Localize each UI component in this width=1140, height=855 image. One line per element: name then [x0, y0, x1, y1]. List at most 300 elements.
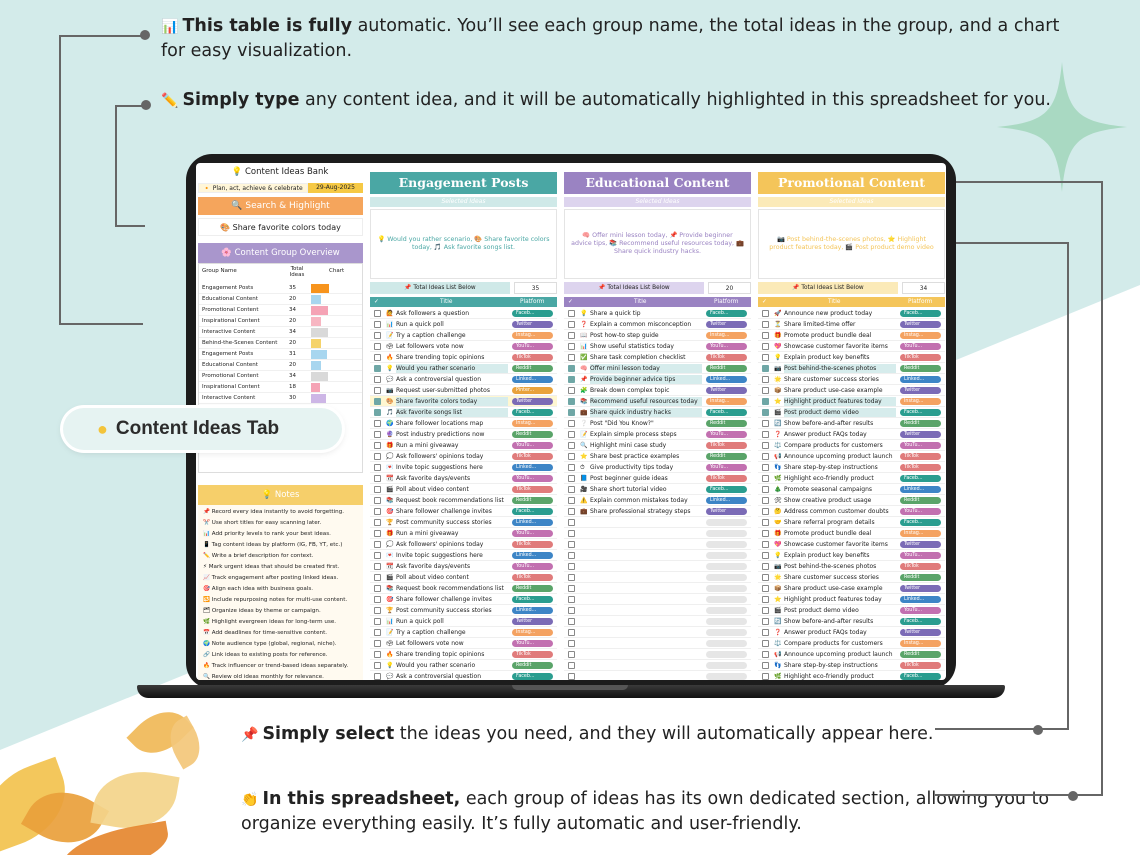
- idea-title[interactable]: Run a mini giveaway: [396, 530, 459, 537]
- idea-title[interactable]: Post "Did You Know?": [590, 420, 654, 427]
- platform-pill[interactable]: Twitter: [900, 321, 941, 328]
- platform-pill[interactable]: Twitter: [900, 629, 941, 636]
- platform-pill[interactable]: Instag...: [706, 398, 747, 405]
- idea-checkbox[interactable]: [762, 596, 769, 603]
- platform-pill[interactable]: Linked...: [512, 607, 553, 614]
- idea-title[interactable]: Invite topic suggestions here: [396, 464, 483, 471]
- platform-pill-empty[interactable]: [706, 530, 747, 537]
- platform-pill[interactable]: Pinter...: [512, 387, 553, 394]
- idea-checkbox[interactable]: [568, 530, 575, 537]
- platform-pill[interactable]: Reddit: [512, 497, 553, 504]
- idea-checkbox[interactable]: [568, 409, 575, 416]
- platform-pill[interactable]: TikTok: [900, 563, 941, 570]
- platform-pill[interactable]: TikTok: [900, 662, 941, 669]
- platform-pill[interactable]: YouTu...: [512, 640, 553, 647]
- idea-title[interactable]: Highlight eco-friendly product: [784, 673, 874, 680]
- idea-checkbox[interactable]: [374, 376, 381, 383]
- idea-checkbox[interactable]: [568, 607, 575, 614]
- platform-pill-empty[interactable]: [706, 585, 747, 592]
- idea-title[interactable]: Post community success stories: [396, 607, 492, 614]
- idea-checkbox[interactable]: [568, 398, 575, 405]
- idea-title[interactable]: Show useful statistics today: [590, 343, 674, 350]
- idea-checkbox[interactable]: [762, 497, 769, 504]
- idea-title[interactable]: Request user-submitted photos: [396, 387, 490, 394]
- idea-checkbox[interactable]: [568, 343, 575, 350]
- idea-checkbox[interactable]: [568, 629, 575, 636]
- idea-title[interactable]: Request book recommendations list: [396, 585, 504, 592]
- idea-checkbox[interactable]: [374, 618, 381, 625]
- idea-title[interactable]: Share product use-case example: [784, 585, 883, 592]
- idea-checkbox[interactable]: [762, 651, 769, 658]
- platform-pill[interactable]: TikTok: [512, 486, 553, 493]
- idea-checkbox[interactable]: [568, 596, 575, 603]
- idea-title[interactable]: Showcase customer favorite items: [784, 343, 888, 350]
- idea-checkbox[interactable]: [374, 442, 381, 449]
- platform-pill[interactable]: Twitter: [900, 387, 941, 394]
- idea-title[interactable]: Share customer success stories: [784, 574, 879, 581]
- idea-checkbox[interactable]: [374, 607, 381, 614]
- idea-title[interactable]: Post beginner guide ideas: [590, 475, 668, 482]
- idea-checkbox[interactable]: [568, 442, 575, 449]
- idea-checkbox[interactable]: [374, 321, 381, 328]
- idea-title[interactable]: Announce upcoming product launch: [784, 453, 893, 460]
- idea-checkbox[interactable]: [568, 563, 575, 570]
- idea-title[interactable]: Post behind-the-scenes photos: [784, 364, 896, 373]
- platform-pill[interactable]: Faceb...: [512, 310, 553, 317]
- platform-pill[interactable]: Faceb...: [706, 310, 747, 317]
- idea-checkbox[interactable]: [374, 541, 381, 548]
- table-row: [370, 396, 557, 407]
- idea-checkbox[interactable]: [374, 420, 381, 427]
- idea-title[interactable]: Ask followers' opinions today: [396, 453, 484, 460]
- idea-title[interactable]: Post product demo video: [784, 607, 859, 614]
- idea-checkbox[interactable]: [568, 420, 575, 427]
- idea-title[interactable]: Showcase customer favorite items: [784, 541, 888, 548]
- idea-title[interactable]: Give productivity tips today: [590, 464, 674, 471]
- idea-title[interactable]: Ask followers' opinions today: [396, 541, 484, 548]
- idea-checkbox[interactable]: [762, 486, 769, 493]
- idea-title[interactable]: Share professional strategy steps: [590, 508, 691, 515]
- idea-checkbox[interactable]: [568, 651, 575, 658]
- idea-title[interactable]: Share trending topic opinions: [396, 651, 485, 658]
- idea-checkbox[interactable]: [762, 376, 769, 383]
- search-input[interactable]: 🎨 Share favorite colors today: [198, 218, 363, 236]
- idea-checkbox[interactable]: [762, 387, 769, 394]
- platform-pill[interactable]: Linked...: [900, 486, 941, 493]
- platform-pill[interactable]: Reddit: [900, 420, 941, 427]
- idea-checkbox[interactable]: [762, 464, 769, 471]
- platform-pill[interactable]: Linked...: [512, 464, 553, 471]
- idea-title[interactable]: Share limited-time offer: [784, 321, 856, 328]
- idea-title[interactable]: Promote seasonal campaigns: [784, 486, 873, 493]
- platform-pill[interactable]: TikTok: [512, 651, 553, 658]
- platform-pill[interactable]: Reddit: [706, 365, 747, 372]
- platform-pill-empty[interactable]: [706, 629, 747, 636]
- platform-pill-empty[interactable]: [706, 651, 747, 658]
- idea-title[interactable]: Explain common mistakes today: [590, 497, 688, 504]
- idea-title[interactable]: Address common customer doubts: [784, 508, 889, 515]
- platform-pill[interactable]: Twitter: [900, 585, 941, 592]
- platform-pill-empty[interactable]: [706, 552, 747, 559]
- idea-title[interactable]: Invite topic suggestions here: [396, 552, 483, 559]
- platform-pill[interactable]: Faceb...: [512, 596, 553, 603]
- idea-checkbox[interactable]: [762, 607, 769, 614]
- platform-pill[interactable]: TikTok: [512, 541, 553, 548]
- platform-pill[interactable]: Reddit: [512, 365, 553, 372]
- idea-checkbox[interactable]: [762, 585, 769, 592]
- note-item: 🌍 Note audience type (global, regional, niche).: [203, 641, 337, 647]
- platform-pill[interactable]: Twitter: [512, 618, 553, 625]
- platform-pill[interactable]: Twitter: [900, 431, 941, 438]
- idea-title[interactable]: Would you rather scenario: [396, 364, 508, 373]
- idea-title[interactable]: Share short tutorial video: [590, 486, 667, 493]
- idea-title[interactable]: Share follower locations map: [396, 420, 484, 427]
- idea-checkbox[interactable]: [374, 530, 381, 537]
- platform-pill[interactable]: YouTu...: [706, 464, 747, 471]
- idea-checkbox[interactable]: [568, 585, 575, 592]
- platform-pill[interactable]: Reddit: [706, 453, 747, 460]
- idea-title[interactable]: Run a quick poll: [396, 321, 444, 328]
- idea-title[interactable]: Share step-by-step instructions: [784, 662, 878, 669]
- platform-pill[interactable]: Instag...: [706, 332, 747, 339]
- idea-checkbox[interactable]: [568, 552, 575, 559]
- platform-pill[interactable]: Faceb...: [900, 310, 941, 317]
- idea-title[interactable]: Promote product bundle deal: [784, 332, 872, 339]
- idea-checkbox[interactable]: [762, 673, 769, 680]
- idea-title[interactable]: Try a caption challenge: [396, 629, 466, 636]
- platform-pill[interactable]: Faceb...: [706, 486, 747, 493]
- idea-title[interactable]: Run a mini giveaway: [396, 442, 459, 449]
- idea-checkbox[interactable]: [762, 431, 769, 438]
- idea-checkbox[interactable]: [762, 508, 769, 515]
- idea-title[interactable]: Explain a common misconception: [590, 321, 692, 328]
- platform-pill[interactable]: TikTok: [706, 475, 747, 482]
- idea-emoji-icon: 👣: [774, 464, 782, 471]
- platform-pill[interactable]: TikTok: [900, 464, 941, 471]
- platform-pill[interactable]: Instag...: [512, 420, 553, 427]
- idea-checkbox[interactable]: [568, 332, 575, 339]
- platform-pill[interactable]: Twitter: [706, 508, 747, 515]
- platform-pill[interactable]: Faceb...: [512, 673, 553, 680]
- platform-pill[interactable]: TikTok: [900, 453, 941, 460]
- idea-title[interactable]: Share product use-case example: [784, 387, 883, 394]
- platform-pill-empty[interactable]: [706, 618, 747, 625]
- idea-title[interactable]: Ask favorite songs list: [396, 408, 508, 417]
- idea-checkbox[interactable]: [374, 585, 381, 592]
- idea-title[interactable]: Share a quick tip: [590, 310, 641, 317]
- platform-pill[interactable]: Reddit: [706, 420, 747, 427]
- platform-pill[interactable]: Linked...: [706, 497, 747, 504]
- idea-checkbox[interactable]: [762, 354, 769, 361]
- platform-pill[interactable]: Reddit: [512, 662, 553, 669]
- idea-checkbox[interactable]: [374, 343, 381, 350]
- idea-checkbox[interactable]: [568, 365, 575, 372]
- idea-checkbox[interactable]: [568, 310, 575, 317]
- platform-pill[interactable]: Instag...: [512, 332, 553, 339]
- idea-title[interactable]: Show creative product usage: [784, 497, 872, 504]
- platform-pill[interactable]: YouTu...: [512, 563, 553, 570]
- platform-pill[interactable]: Instag...: [900, 640, 941, 647]
- platform-pill[interactable]: YouTu...: [512, 343, 553, 350]
- idea-checkbox[interactable]: [568, 673, 575, 680]
- idea-checkbox[interactable]: [762, 519, 769, 526]
- idea-title[interactable]: Share favorite colors today: [396, 397, 508, 406]
- idea-title[interactable]: Share trending topic opinions: [396, 354, 485, 361]
- idea-checkbox[interactable]: [374, 596, 381, 603]
- idea-checkbox[interactable]: [568, 431, 575, 438]
- idea-title[interactable]: Compare products for customers: [784, 442, 883, 449]
- idea-checkbox[interactable]: [568, 574, 575, 581]
- idea-checkbox[interactable]: [568, 321, 575, 328]
- idea-checkbox[interactable]: [374, 497, 381, 504]
- platform-pill[interactable]: YouTu...: [900, 442, 941, 449]
- idea-checkbox[interactable]: [374, 486, 381, 493]
- date-cell[interactable]: 29-Aug-2025: [308, 183, 363, 193]
- idea-title[interactable]: Post community success stories: [396, 519, 492, 526]
- idea-checkbox[interactable]: [374, 310, 381, 317]
- idea-checkbox[interactable]: [762, 321, 769, 328]
- platform-pill[interactable]: Faceb...: [512, 409, 553, 416]
- idea-title[interactable]: Ask favorite days/events: [396, 563, 471, 570]
- platform-pill[interactable]: YouTu...: [706, 431, 747, 438]
- platform-pill[interactable]: Linked...: [512, 376, 553, 383]
- platform-pill[interactable]: Twitter: [900, 541, 941, 548]
- idea-title[interactable]: Highlight product features today: [784, 596, 882, 603]
- idea-title[interactable]: Highlight mini case study: [590, 442, 667, 449]
- platform-pill[interactable]: Faceb...: [900, 475, 941, 482]
- idea-title[interactable]: Post industry predictions now: [396, 431, 485, 438]
- platform-pill-empty[interactable]: [706, 563, 747, 570]
- idea-checkbox[interactable]: [374, 673, 381, 680]
- idea-checkbox[interactable]: [374, 354, 381, 361]
- idea-checkbox[interactable]: [374, 552, 381, 559]
- idea-checkbox[interactable]: [374, 464, 381, 471]
- idea-title[interactable]: Break down complex topic: [590, 387, 670, 394]
- platform-pill[interactable]: Instag...: [900, 332, 941, 339]
- idea-title[interactable]: Poll about video content: [396, 486, 469, 493]
- idea-checkbox[interactable]: [374, 640, 381, 647]
- platform-pill[interactable]: Reddit: [900, 365, 941, 372]
- idea-checkbox[interactable]: [374, 398, 381, 405]
- idea-checkbox[interactable]: [374, 519, 381, 526]
- idea-checkbox[interactable]: [568, 541, 575, 548]
- idea-checkbox[interactable]: [762, 662, 769, 669]
- idea-checkbox[interactable]: [762, 530, 769, 537]
- platform-pill-empty[interactable]: [706, 574, 747, 581]
- idea-checkbox[interactable]: [762, 563, 769, 570]
- idea-checkbox[interactable]: [568, 486, 575, 493]
- idea-checkbox[interactable]: [568, 453, 575, 460]
- overview-total: 34: [289, 329, 296, 335]
- platform-pill[interactable]: YouTu...: [900, 508, 941, 515]
- idea-checkbox[interactable]: [568, 376, 575, 383]
- platform-pill[interactable]: Faceb...: [512, 508, 553, 515]
- idea-checkbox[interactable]: [374, 332, 381, 339]
- platform-pill[interactable]: YouTu...: [706, 343, 747, 350]
- idea-checkbox[interactable]: [762, 365, 769, 372]
- idea-title[interactable]: Share quick industry hacks: [590, 408, 702, 417]
- table-row: [758, 418, 945, 429]
- platform-pill[interactable]: Linked...: [512, 552, 553, 559]
- idea-checkbox[interactable]: [762, 398, 769, 405]
- idea-title[interactable]: Answer product FAQs today: [784, 431, 867, 438]
- idea-title[interactable]: Share task completion checklist: [590, 354, 686, 361]
- idea-checkbox[interactable]: [762, 541, 769, 548]
- idea-checkbox[interactable]: [374, 475, 381, 482]
- platform-pill[interactable]: Twitter: [512, 321, 553, 328]
- idea-checkbox[interactable]: [762, 640, 769, 647]
- idea-checkbox[interactable]: [568, 497, 575, 504]
- idea-title[interactable]: Recommend useful resources today: [590, 397, 702, 406]
- platform-pill[interactable]: Linked...: [512, 519, 553, 526]
- platform-pill[interactable]: Linked...: [706, 376, 747, 383]
- platform-pill[interactable]: Faceb...: [706, 409, 747, 416]
- platform-pill-empty[interactable]: [706, 673, 747, 680]
- platform-pill[interactable]: Twitter: [512, 398, 553, 405]
- platform-pill[interactable]: Twitter: [706, 387, 747, 394]
- platform-pill[interactable]: Reddit: [512, 431, 553, 438]
- platform-pill[interactable]: YouTu...: [512, 442, 553, 449]
- idea-title[interactable]: Ask a controversial question: [396, 376, 482, 383]
- platform-pill[interactable]: TikTok: [706, 354, 747, 361]
- platform-pill-empty[interactable]: [706, 519, 747, 526]
- idea-title[interactable]: Compare products for customers: [784, 640, 883, 647]
- idea-checkbox[interactable]: [374, 651, 381, 658]
- platform-pill-empty[interactable]: [706, 541, 747, 548]
- idea-title[interactable]: Offer mini lesson today: [590, 364, 702, 373]
- platform-pill[interactable]: YouTu...: [900, 607, 941, 614]
- platform-pill[interactable]: Reddit: [512, 585, 553, 592]
- platform-pill[interactable]: Faceb...: [900, 409, 941, 416]
- idea-checkbox[interactable]: [568, 662, 575, 669]
- platform-pill[interactable]: TikTok: [512, 574, 553, 581]
- idea-checkbox[interactable]: [568, 640, 575, 647]
- idea-title[interactable]: Request book recommendations list: [396, 497, 504, 504]
- idea-title[interactable]: Highlight eco-friendly product: [784, 475, 874, 482]
- idea-checkbox[interactable]: [568, 618, 575, 625]
- platform-pill[interactable]: Instag...: [900, 530, 941, 537]
- idea-title[interactable]: Post behind-the-scenes photos: [784, 563, 877, 570]
- idea-checkbox[interactable]: [762, 475, 769, 482]
- idea-title[interactable]: Share follower challenge invites: [396, 508, 492, 515]
- idea-checkbox[interactable]: [762, 343, 769, 350]
- idea-title[interactable]: Share follower challenge invites: [396, 596, 492, 603]
- idea-title[interactable]: Show before-and-after results: [784, 618, 874, 625]
- idea-checkbox[interactable]: [762, 332, 769, 339]
- platform-pill-empty[interactable]: [706, 662, 747, 669]
- platform-pill-empty[interactable]: [706, 640, 747, 647]
- platform-pill[interactable]: TikTok: [900, 354, 941, 361]
- idea-checkbox[interactable]: [762, 618, 769, 625]
- idea-checkbox[interactable]: [568, 475, 575, 482]
- idea-checkbox[interactable]: [374, 629, 381, 636]
- platform-pill[interactable]: Faceb...: [900, 618, 941, 625]
- idea-checkbox[interactable]: [762, 442, 769, 449]
- idea-title[interactable]: Try a caption challenge: [396, 332, 466, 339]
- idea-title[interactable]: Share customer success stories: [784, 376, 879, 383]
- idea-title[interactable]: Explain product key benefits: [784, 354, 870, 361]
- platform-pill[interactable]: Faceb...: [900, 673, 941, 680]
- idea-emoji-icon: 💭: [386, 541, 394, 548]
- idea-title[interactable]: Run a quick poll: [396, 618, 444, 625]
- idea-title[interactable]: Show before-and-after results: [784, 420, 874, 427]
- idea-title[interactable]: Provide beginner advice tips: [590, 375, 702, 384]
- idea-checkbox[interactable]: [374, 387, 381, 394]
- platform-pill-empty[interactable]: [706, 596, 747, 603]
- idea-checkbox[interactable]: [374, 365, 381, 372]
- platform-pill[interactable]: Reddit: [900, 497, 941, 504]
- idea-checkbox[interactable]: [762, 574, 769, 581]
- idea-title[interactable]: Ask favorite days/events: [396, 475, 471, 482]
- platform-pill[interactable]: Instag...: [512, 629, 553, 636]
- idea-checkbox[interactable]: [568, 354, 575, 361]
- idea-title[interactable]: Ask followers a question: [396, 310, 470, 317]
- platform-pill[interactable]: Linked...: [900, 596, 941, 603]
- idea-checkbox[interactable]: [374, 409, 381, 416]
- platform-pill[interactable]: YouTu...: [900, 552, 941, 559]
- idea-checkbox[interactable]: [374, 431, 381, 438]
- idea-title[interactable]: Announce upcoming product launch: [784, 651, 893, 658]
- platform-pill[interactable]: YouTu...: [512, 475, 553, 482]
- idea-title[interactable]: Announce new product today: [784, 310, 873, 317]
- idea-checkbox[interactable]: [762, 310, 769, 317]
- platform-pill[interactable]: Faceb...: [900, 519, 941, 526]
- idea-checkbox[interactable]: [374, 508, 381, 515]
- idea-checkbox[interactable]: [762, 629, 769, 636]
- idea-title[interactable]: Share step-by-step instructions: [784, 464, 878, 471]
- platform-pill[interactable]: Linked...: [900, 376, 941, 383]
- platform-pill[interactable]: TikTok: [706, 442, 747, 449]
- idea-title[interactable]: Explain simple process steps: [590, 431, 677, 438]
- platform-pill[interactable]: Twitter: [706, 321, 747, 328]
- platform-pill[interactable]: Reddit: [900, 574, 941, 581]
- idea-checkbox[interactable]: [762, 552, 769, 559]
- idea-checkbox[interactable]: [374, 453, 381, 460]
- idea-title[interactable]: Let followers vote now: [396, 343, 464, 350]
- idea-title[interactable]: Post product demo video: [784, 408, 896, 417]
- idea-title[interactable]: Post how-to step guide: [590, 332, 659, 339]
- platform-pill[interactable]: Reddit: [900, 651, 941, 658]
- idea-checkbox[interactable]: [374, 574, 381, 581]
- idea-checkbox[interactable]: [762, 420, 769, 427]
- platform-pill[interactable]: YouTu...: [512, 530, 553, 537]
- idea-checkbox[interactable]: [374, 563, 381, 570]
- idea-title[interactable]: Would you rather scenario: [396, 662, 476, 669]
- idea-title[interactable]: Poll about video content: [396, 574, 469, 581]
- idea-title[interactable]: Explain product key benefits: [784, 552, 870, 559]
- idea-checkbox[interactable]: [568, 519, 575, 526]
- platform-pill[interactable]: TikTok: [512, 453, 553, 460]
- idea-title[interactable]: Highlight product features today: [784, 397, 896, 406]
- idea-title[interactable]: Share best practice examples: [590, 453, 680, 460]
- platform-pill[interactable]: Instag...: [900, 398, 941, 405]
- idea-checkbox[interactable]: [568, 508, 575, 515]
- idea-checkbox[interactable]: [762, 453, 769, 460]
- idea-checkbox[interactable]: [568, 464, 575, 471]
- idea-title[interactable]: Let followers vote now: [396, 640, 464, 647]
- idea-title[interactable]: Answer product FAQs today: [784, 629, 867, 636]
- idea-checkbox[interactable]: [568, 387, 575, 394]
- platform-pill[interactable]: YouTu...: [900, 343, 941, 350]
- idea-checkbox[interactable]: [762, 409, 769, 416]
- idea-title[interactable]: Share referral program details: [784, 519, 875, 526]
- idea-emoji-icon: ⚖️: [774, 640, 782, 647]
- idea-title[interactable]: Promote product bundle deal: [784, 530, 872, 537]
- platform-pill-empty[interactable]: [706, 607, 747, 614]
- idea-checkbox[interactable]: [374, 662, 381, 669]
- idea-title[interactable]: Ask a controversial question: [396, 673, 482, 680]
- platform-pill[interactable]: TikTok: [512, 354, 553, 361]
